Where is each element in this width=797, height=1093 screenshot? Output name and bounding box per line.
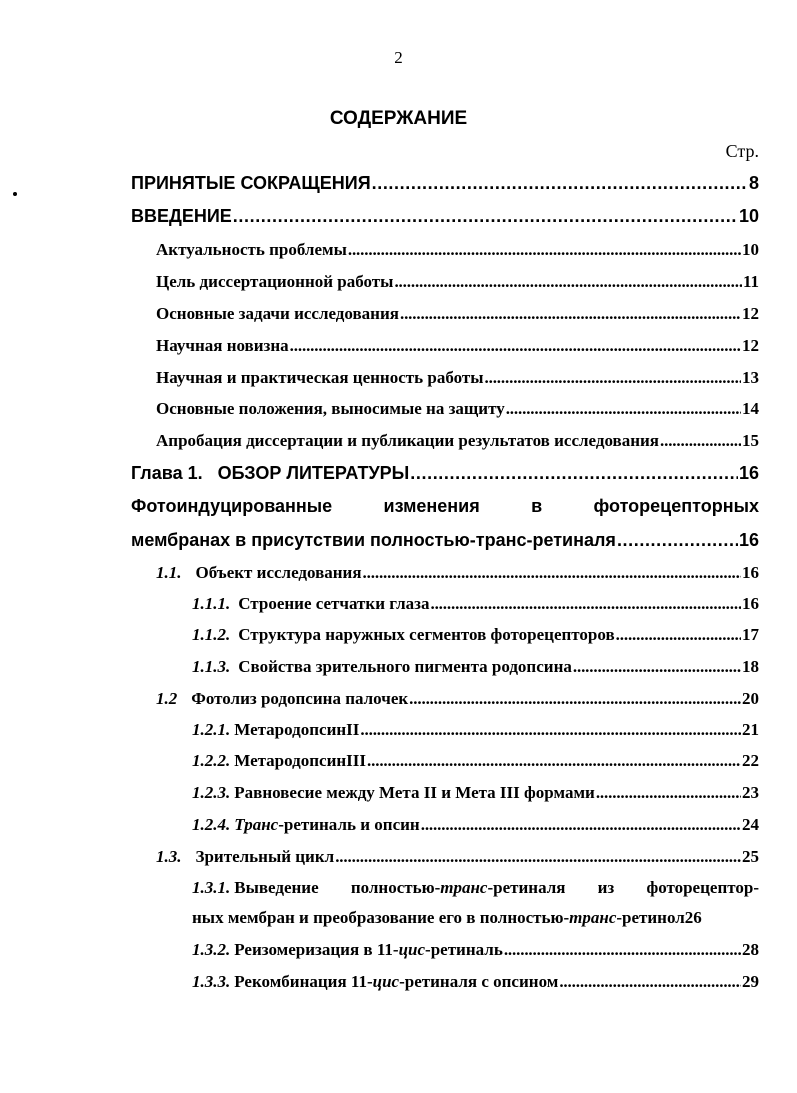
- toc-entry-1-1[interactable]: 1.1. Объект исследования . . . 16: [156, 563, 759, 583]
- page-column-label: Стр.: [725, 141, 759, 161]
- toc-entry-photoinduced-line2[interactable]: мембранах в присутствии полностью-транс-ретиналя . . . 16: [131, 530, 759, 551]
- toc-entry-1-3-3[interactable]: 1.3.3. Рекомбинация 11-цис-ретиналя с опсином . . . 29: [192, 972, 759, 992]
- toc-entry-goal[interactable]: Цель диссертационной работы . . . 11: [156, 272, 759, 292]
- toc-entry-value[interactable]: Научная и практическая ценность работы . . . 13: [156, 368, 759, 388]
- toc-entry-1-3-2[interactable]: 1.3.2. Реизомеризация в 11-цис-ретиналь . . . 28: [192, 940, 759, 960]
- toc-entry-relevance[interactable]: Актуальность проблемы . . . 10: [156, 240, 759, 260]
- toc-entry-introduction[interactable]: ВВЕДЕНИЕ . . . 10: [131, 206, 759, 227]
- toc-entry-1-2[interactable]: 1.2 Фотолиз родопсина палочек . . . 20: [156, 689, 759, 709]
- toc-entry-novelty[interactable]: Научная новизна . . . 12: [156, 336, 759, 356]
- toc-entry-approbation[interactable]: Апробация диссертации и публикации результатов исследования . . . 15: [156, 431, 759, 451]
- toc-entry-1-3[interactable]: 1.3. Зрительный цикл . . . 25: [156, 847, 759, 867]
- toc-entry-1-2-3[interactable]: 1.2.3. Равновесие между Мета II и Мета III формами . . . 23: [192, 783, 759, 803]
- toc-entry-1-1-3[interactable]: 1.1.3. Свойства зрительного пигмента родопсина . . . 18: [192, 657, 759, 677]
- page-number: 2: [394, 48, 403, 67]
- toc-entry-abbreviations[interactable]: ПРИНЯТЫЕ СОКРАЩЕНИЯ . . . 8: [131, 173, 759, 194]
- page-title: СОДЕРЖАНИЕ: [329, 108, 468, 129]
- toc-entry-1-2-4[interactable]: 1.2.4. Транс-ретиналь и опсин . . . 24: [192, 815, 759, 835]
- toc-entry-1-2-2[interactable]: 1.2.2. МетародопсинIII . . . 22: [192, 751, 759, 771]
- scan-speck: [13, 192, 17, 196]
- toc-entry-1-2-1[interactable]: 1.2.1. МетародопсинII . . . 21: [192, 720, 759, 740]
- toc-entry-1-1-2[interactable]: 1.1.2. Структура наружных сегментов фоторецепторов . . . 17: [192, 625, 759, 645]
- toc-entry-1-3-1-line1[interactable]: 1.3.1. Выведение полностью-транс-ретиналя из фоторецептор-: [192, 878, 759, 897]
- toc-entry-provisions[interactable]: Основные положения, выносимые на защиту . . . 14: [156, 399, 759, 419]
- toc-entry-chapter-1[interactable]: Глава 1. ОБЗОР ЛИТЕРАТУРЫ . . . 16: [131, 463, 759, 484]
- toc-entry-1-3-1-line2[interactable]: ных мембран и преобразование его в полностью-транс-ретинол 26: [192, 908, 702, 927]
- toc-entry-photoinduced-line1[interactable]: Фотоиндуцированные изменения в фоторецепторных: [131, 496, 759, 516]
- toc-entry-tasks[interactable]: Основные задачи исследования . . . 12: [156, 304, 759, 324]
- toc-entry-1-1-1[interactable]: 1.1.1. Строение сетчатки глаза . . . 16: [192, 594, 759, 614]
